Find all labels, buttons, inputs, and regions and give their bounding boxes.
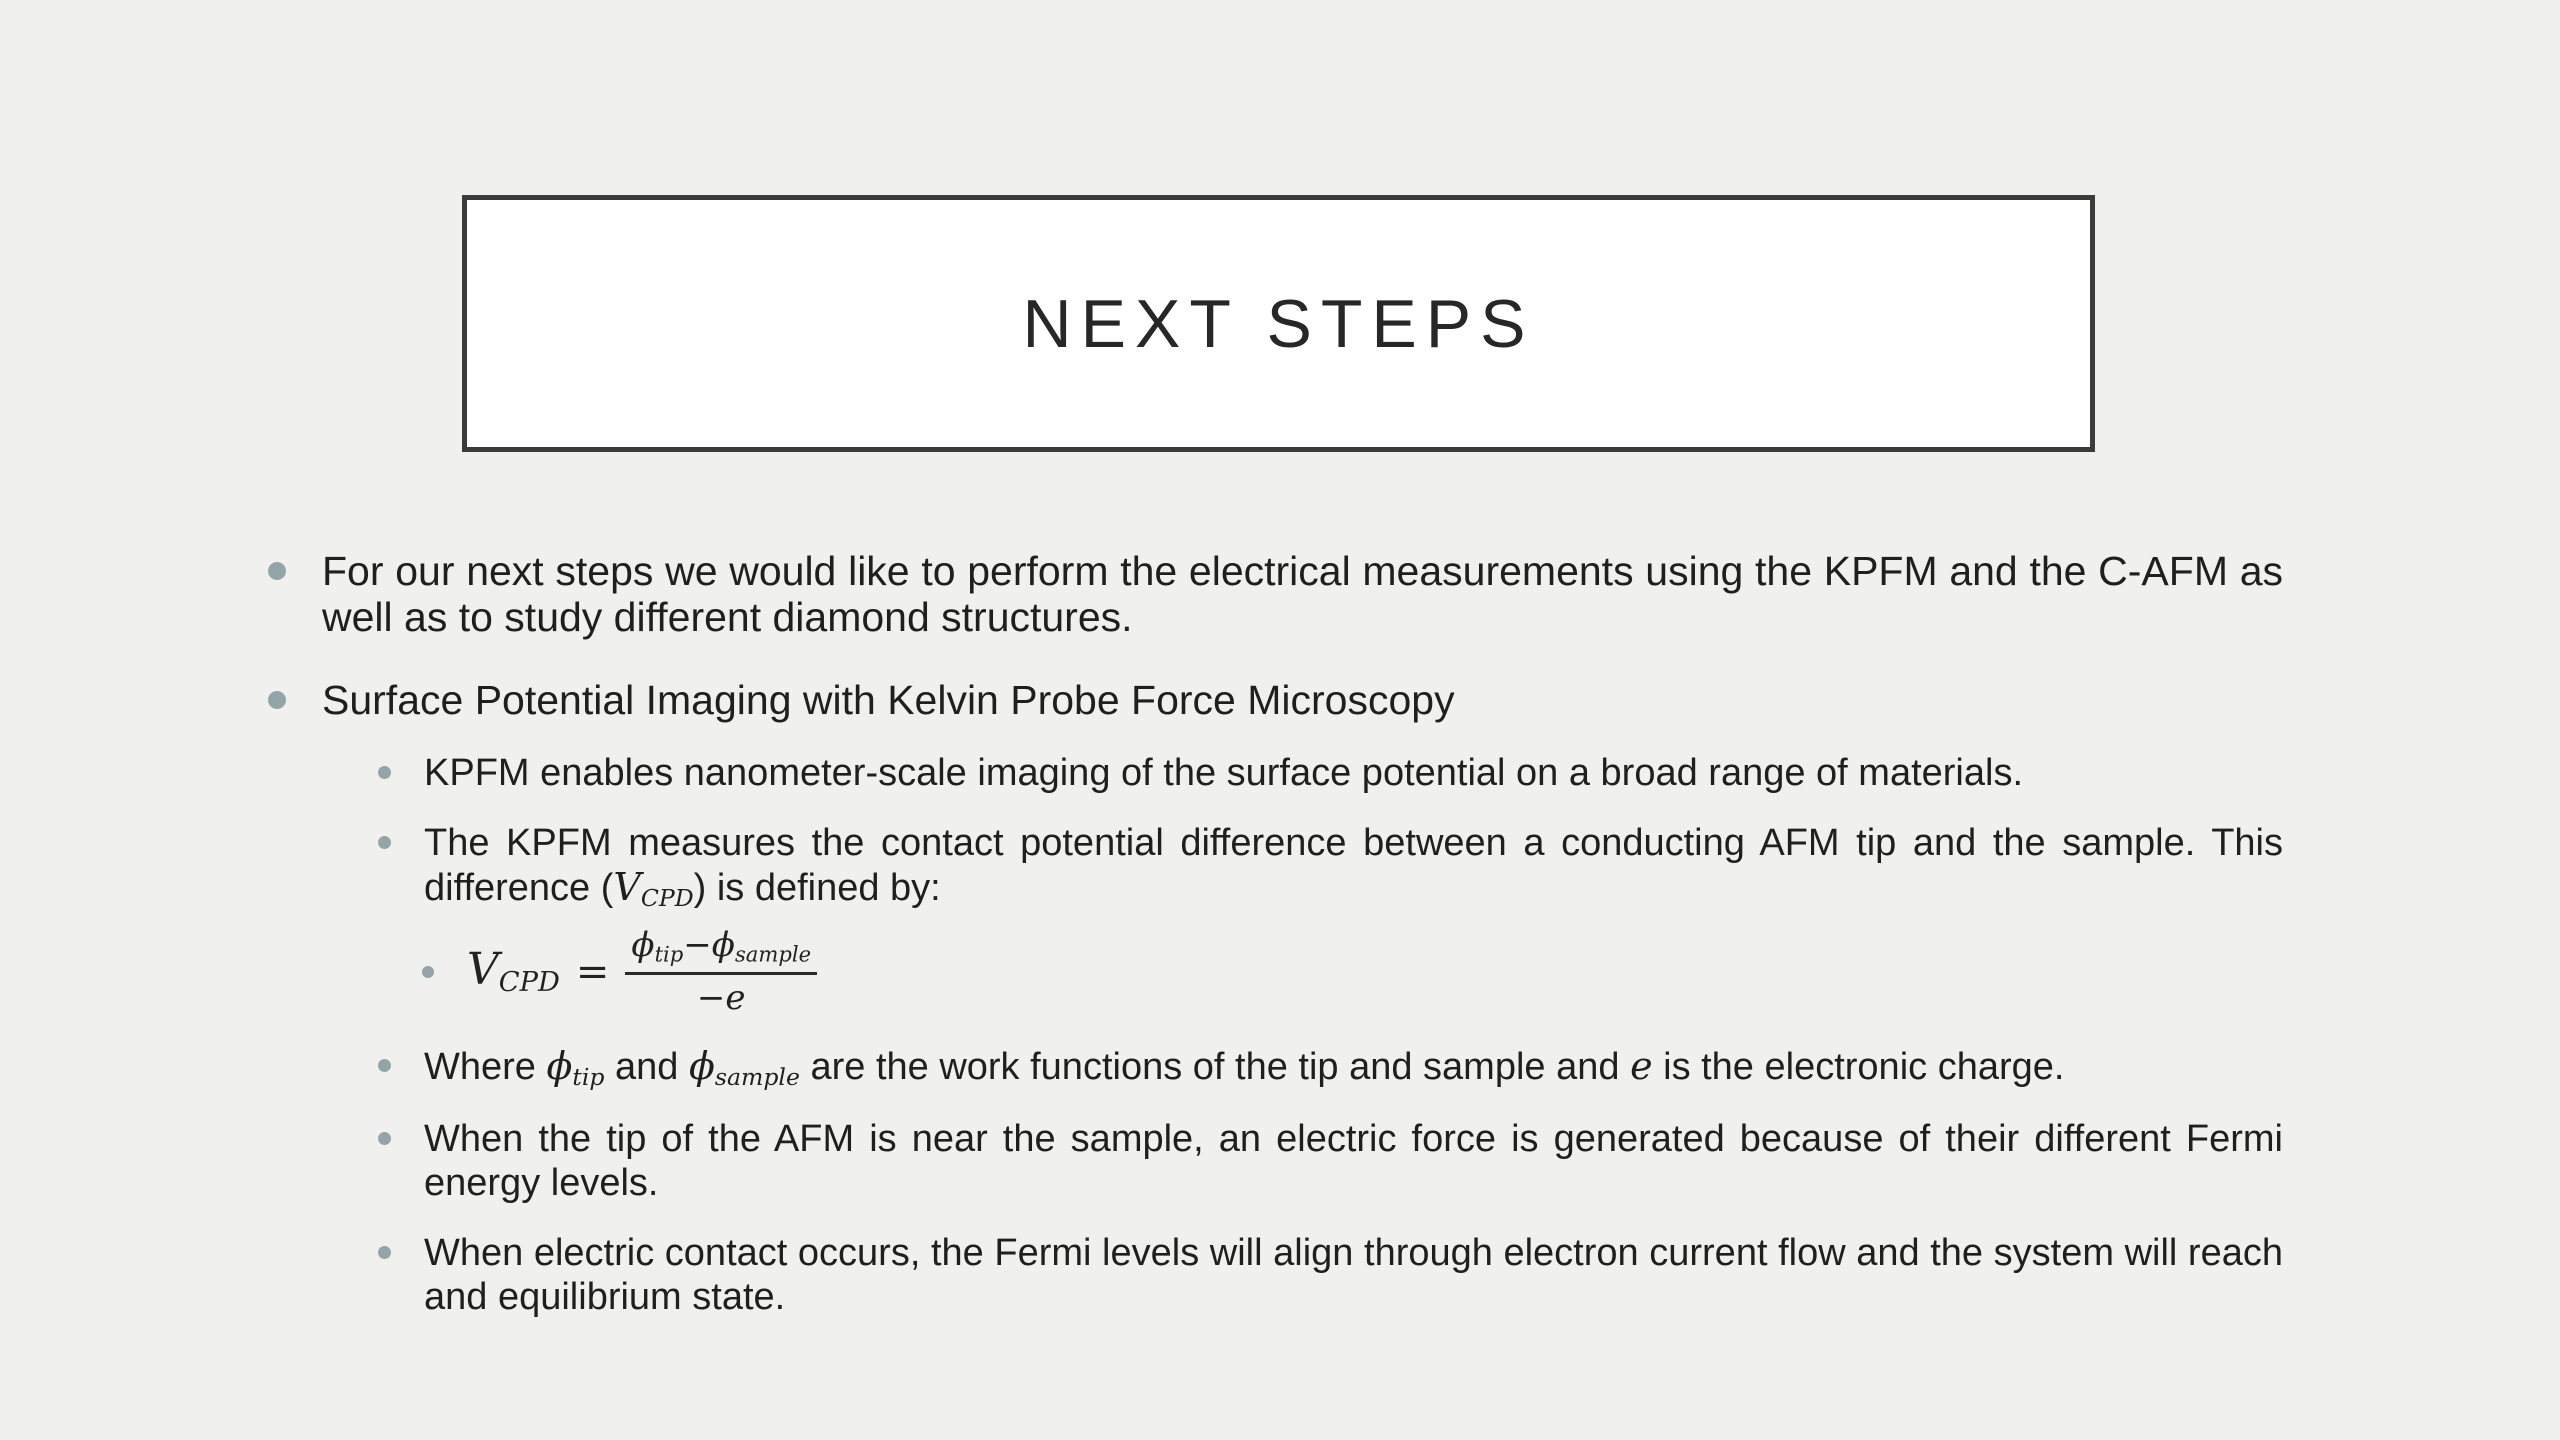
text-segment: Where bbox=[424, 1045, 547, 1088]
sub-bullet-text bbox=[424, 1044, 2283, 1091]
text-segment: and bbox=[604, 1045, 689, 1088]
bullet-dot bbox=[268, 562, 286, 580]
math-var-v: V bbox=[613, 865, 641, 910]
equals-sign: = bbox=[575, 948, 610, 995]
math-subscript-cpd: CPD bbox=[498, 967, 560, 999]
bullet-dot bbox=[378, 766, 391, 779]
math-var-phi: ϕ bbox=[711, 925, 735, 966]
bullet-dot bbox=[378, 1059, 391, 1072]
sub-bullet-item-work-functions bbox=[378, 1044, 2283, 1091]
bullet-text: Surface Potential Imaging with Kelvin Probe Force Microscopy bbox=[322, 676, 1455, 723]
math-var-v: V bbox=[467, 944, 499, 996]
bullet-item-next-steps bbox=[268, 548, 2283, 641]
minus-sign: − bbox=[683, 925, 712, 966]
sub-bullet-item-kpfm-measures bbox=[378, 821, 2283, 912]
formula-item-vcpd bbox=[422, 926, 2283, 1018]
bullet-text-wrap bbox=[322, 677, 2283, 1346]
fraction-denominator: −e bbox=[696, 977, 746, 1018]
math-var-e: e bbox=[1630, 1043, 1653, 1088]
sub-bullet-item-electric-force bbox=[378, 1117, 2283, 1205]
slide-title: NEXT STEPS bbox=[1022, 285, 1535, 362]
math-subscript-sample: sample bbox=[714, 1062, 800, 1091]
math-subscript-cpd: CPD bbox=[640, 884, 694, 913]
bullet-dot bbox=[422, 966, 434, 978]
text-segment: ) is defined by: bbox=[693, 867, 941, 910]
formula-vcpd bbox=[467, 926, 817, 1018]
sub-bullet-list bbox=[378, 751, 2283, 1319]
math-var-phi: ϕ bbox=[546, 1043, 573, 1088]
bullet-dot bbox=[268, 691, 286, 709]
slide-title-box bbox=[462, 195, 2095, 452]
text-segment: The KPFM measures the contact potential difference between a conducting AFM tip and the sample. This difference ( bbox=[424, 822, 2283, 910]
text-segment: is the electronic charge. bbox=[1652, 1045, 2065, 1088]
bullet-item-surface-potential bbox=[268, 677, 2283, 1346]
math-var-phi: ϕ bbox=[631, 925, 655, 966]
bullet-text: For our next steps we would like to perform the electrical measurements using the KPFM and the C-AFM as well as to study different diamond structures. bbox=[322, 548, 2283, 641]
formula-lhs bbox=[467, 945, 560, 999]
sub-bullet-item-kpfm-enables bbox=[378, 751, 2283, 795]
sub-bullet-text bbox=[424, 821, 2283, 912]
fraction bbox=[625, 926, 817, 1018]
math-subscript-sample: sample bbox=[734, 941, 812, 967]
sub-bullet-text: When electric contact occurs, the Fermi levels will align through electron current flow and the system will reach and equilibrium state. bbox=[424, 1232, 2283, 1319]
math-subscript-tip: tip bbox=[654, 941, 684, 967]
text-segment: are the work functions of the tip and sample and bbox=[799, 1045, 1631, 1088]
fraction-numerator bbox=[625, 926, 817, 975]
math-var-phi: ϕ bbox=[689, 1043, 715, 1088]
sub-bullet-text: When the tip of the AFM is near the sample, an electric force is generated because of their different Fermi energy levels. bbox=[424, 1118, 2283, 1205]
sub-bullet-item-fermi-align bbox=[378, 1231, 2283, 1319]
bullet-dot bbox=[378, 1246, 391, 1259]
bullet-dot bbox=[378, 836, 391, 849]
slide-body bbox=[268, 548, 2283, 1345]
bullet-dot bbox=[378, 1132, 391, 1145]
math-subscript-tip: tip bbox=[572, 1062, 605, 1091]
sub-bullet-text: KPFM enables nanometer-scale imaging of the surface potential on a broad range of materials. bbox=[424, 751, 2024, 794]
